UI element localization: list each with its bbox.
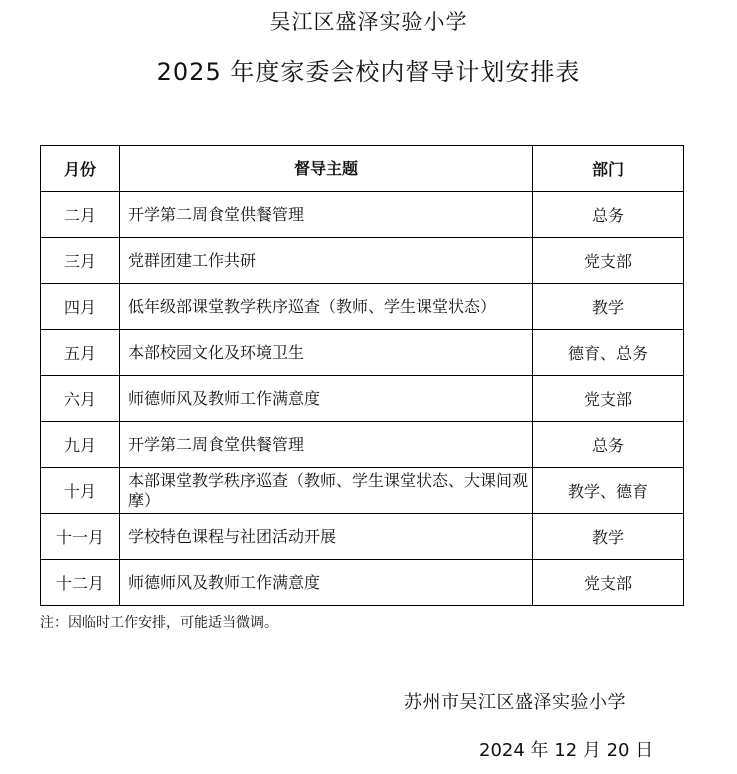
column-header-topic: 督导主题: [120, 146, 533, 192]
cell-dept: 党支部: [533, 560, 684, 606]
signature: 苏州市吴江区盛泽实验小学: [404, 692, 626, 713]
table-row: [41, 560, 684, 606]
cell-month: 十一月: [41, 514, 120, 560]
cell-month: 十月: [41, 468, 120, 514]
cell-dept: 德育、总务: [533, 330, 684, 376]
table-row: [41, 330, 684, 376]
table-row: [41, 284, 684, 330]
cell-month: 六月: [41, 376, 120, 422]
cell-dept: 总务: [533, 192, 684, 238]
cell-dept: 教学、德育: [533, 468, 684, 514]
cell-topic: 本部课堂教学秩序巡查（教师、学生课堂状态、大课间观摩）: [120, 468, 533, 514]
cell-dept: 教学: [533, 284, 684, 330]
cell-topic: 开学第二周食堂供餐管理: [120, 192, 533, 238]
cell-topic: 本部校园文化及环境卫生: [120, 330, 533, 376]
school-name: 吴江区盛泽实验小学: [269, 10, 468, 34]
cell-dept: 党支部: [533, 238, 684, 284]
cell-dept: 党支部: [533, 376, 684, 422]
schedule-table: [40, 145, 684, 606]
cell-dept: 教学: [533, 514, 684, 560]
cell-topic: 低年级部课堂教学秩序巡查（教师、学生课堂状态）: [120, 284, 533, 330]
issue-date: 2024 年 12 月 20 日: [479, 740, 654, 761]
page-title: 2025 年度家委会校内督导计划安排表: [156, 58, 581, 86]
column-header-dept: 部门: [533, 146, 684, 192]
table-row: [41, 376, 684, 422]
table-row: [41, 422, 684, 468]
cell-month: 四月: [41, 284, 120, 330]
table-row: [41, 514, 684, 560]
cell-topic: 开学第二周食堂供餐管理: [120, 422, 533, 468]
cell-topic: 师德师风及教师工作满意度: [120, 560, 533, 606]
cell-month: 九月: [41, 422, 120, 468]
cell-topic: 学校特色课程与社团活动开展: [120, 514, 533, 560]
table-row: [41, 192, 684, 238]
cell-month: 三月: [41, 238, 120, 284]
cell-topic: 师德师风及教师工作满意度: [120, 376, 533, 422]
cell-month: 十二月: [41, 560, 120, 606]
cell-month: 五月: [41, 330, 120, 376]
table-header-row: [41, 146, 684, 192]
column-header-month: 月份: [41, 146, 120, 192]
table-row: [41, 468, 684, 514]
cell-month: 二月: [41, 192, 120, 238]
cell-dept: 总务: [533, 422, 684, 468]
cell-topic: 党群团建工作共研: [120, 238, 533, 284]
table-row: [41, 238, 684, 284]
footnote: 注：因临时工作安排，可能适当微调。: [40, 615, 278, 631]
